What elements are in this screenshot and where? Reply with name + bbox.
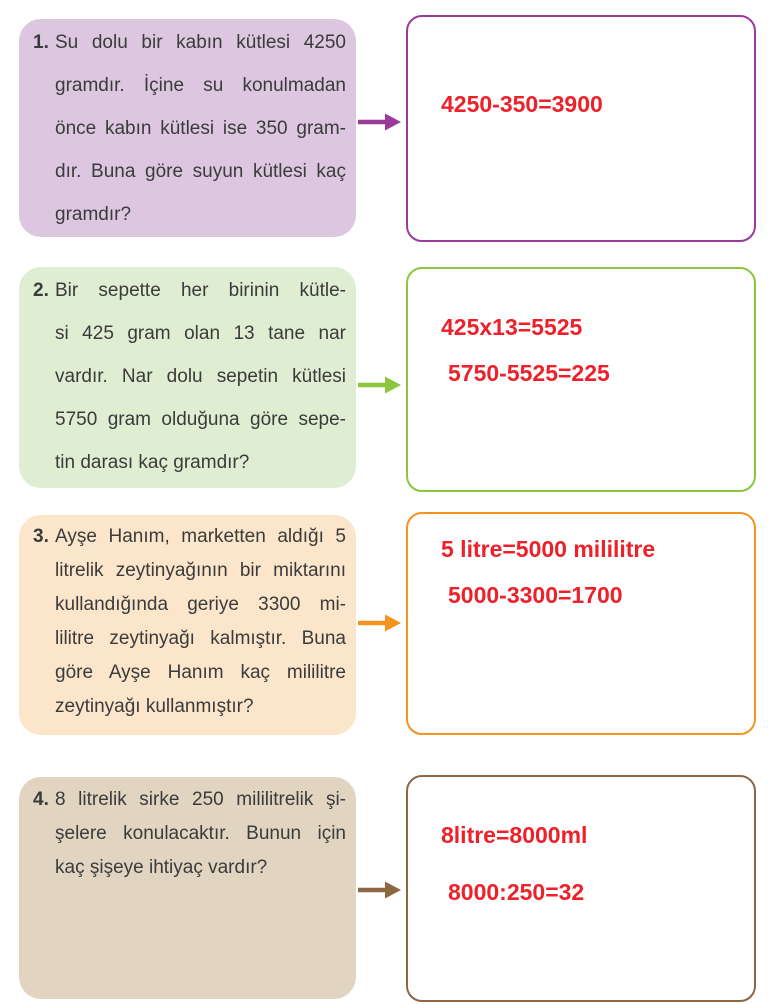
- arrow-right-icon: [356, 611, 402, 635]
- arrow-right-icon: [356, 878, 402, 902]
- question-1-box: [19, 19, 356, 237]
- answer-3-box: [406, 512, 756, 735]
- answer-1-box: [406, 15, 756, 242]
- answer-4-text: 8litre=8000ml 8000:250=32: [441, 822, 588, 905]
- arrow-right-icon: [356, 373, 402, 397]
- question-2-number: 2.: [33, 280, 49, 301]
- question-4-number: 4.: [33, 789, 49, 810]
- question-2-box: [19, 267, 356, 488]
- answer-2-box: [406, 267, 756, 492]
- question-1-number: 1.: [33, 32, 49, 53]
- question-4-box: [19, 777, 356, 999]
- question-1-text: Su dolu bir kabın kütlesi 4250 gramdır. İçine su konulmadan önce kabın kütlesi ise 350 gram- dır. Buna göre suyun kütlesi kaç gramdır?: [55, 32, 346, 225]
- answer-1-text: 4250-350=3900: [441, 91, 603, 117]
- answer-2-text: 425x13=5525 5750-5525=225: [441, 314, 610, 386]
- answer-4-box: [406, 775, 756, 1002]
- question-3-box: [19, 515, 356, 735]
- question-3-number: 3.: [33, 526, 49, 547]
- arrow-right-icon: [356, 110, 402, 134]
- answer-3-text: 5 litre=5000 mililitre 5000-3300=1700: [441, 536, 656, 608]
- question-2-text: Bir sepette her birinin kütle- si 425 gram olan 13 tane nar vardır. Nar dolu sepetin kütlesi 5750 gram olduğuna göre sepe- tin darası kaç gramdır?: [55, 280, 346, 473]
- question-3-text: Ayşe Hanım, marketten aldığı 5 litrelik zeytinyağının bir miktarını kullandığında geriye 3300 mi- lilitre zeytinyağı kalmıştır. Buna göre Ayşe Hanım kaç mililitre zeytinyağı kullanmıştır?: [55, 526, 346, 717]
- question-4-text: 8 litrelik sirke 250 mililitrelik şi- şelere konulacaktır. Bunun için kaç şişeye ihtiyaç vardır?: [55, 789, 346, 878]
